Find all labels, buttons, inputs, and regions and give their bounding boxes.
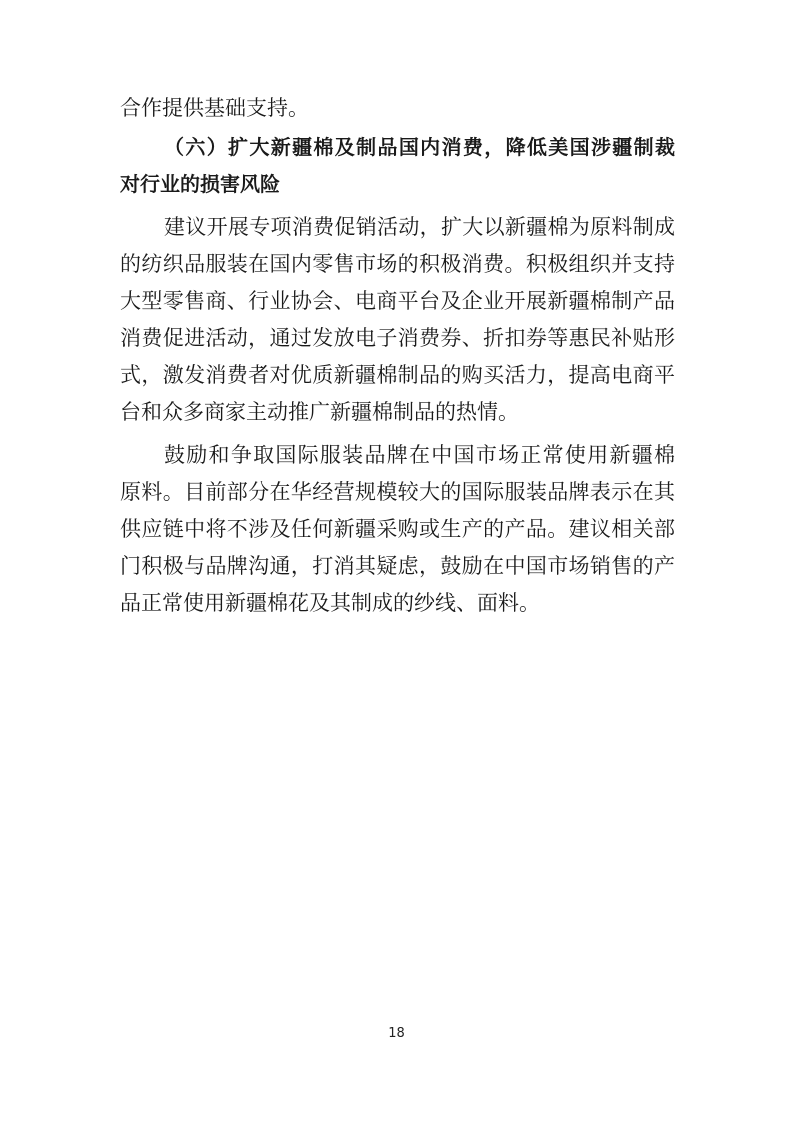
paragraph-line: 大型零售商、行业协会、电商平台及企业开展新疆棉制产品 (120, 289, 675, 313)
paragraph-line: 建议开展专项消费促销活动，扩大以新疆棉为原料制成 (164, 215, 675, 239)
paragraph-line: 式，激发消费者对优质新疆棉制品的购买活力，提高电商平 (120, 363, 675, 387)
paragraph-line: 门积极与品牌沟通，打消其疑虑，鼓励在中国市场销售的产 (120, 554, 675, 578)
heading-line-1: （六）扩大新疆棉及制品国内消费，降低美国涉疆制裁 (164, 135, 675, 159)
paragraph-line: 品正常使用新疆棉花及其制成的纱线、面料。 (120, 591, 540, 615)
paragraph-line: 消费促进活动，通过发放电子消费券、折扣券等惠民补贴形 (120, 326, 675, 350)
heading-line-2: 对行业的损害风险 (120, 172, 280, 196)
page-number: 18 (388, 1026, 405, 1041)
paragraph-line: 鼓励和争取国际服装品牌在中国市场正常使用新疆棉 (164, 443, 675, 467)
paragraph-2 (120, 437, 675, 622)
paragraph-line: 原料。目前部分在华经营规模较大的国际服装品牌表示在其 (120, 480, 675, 504)
intro-line: 合作提供基础支持。 (120, 96, 309, 120)
paragraph-line: 的纺织品服装在国内零售市场的积极消费。积极组织并支持 (120, 252, 675, 276)
paragraph-1 (120, 209, 675, 431)
paragraph-line: 台和众多商家主动推广新疆棉制品的热情。 (120, 400, 519, 424)
document-page (120, 90, 675, 622)
paragraph-line: 供应链中将不涉及任何新疆采购或生产的产品。建议相关部 (120, 517, 675, 541)
section-heading (120, 129, 675, 203)
